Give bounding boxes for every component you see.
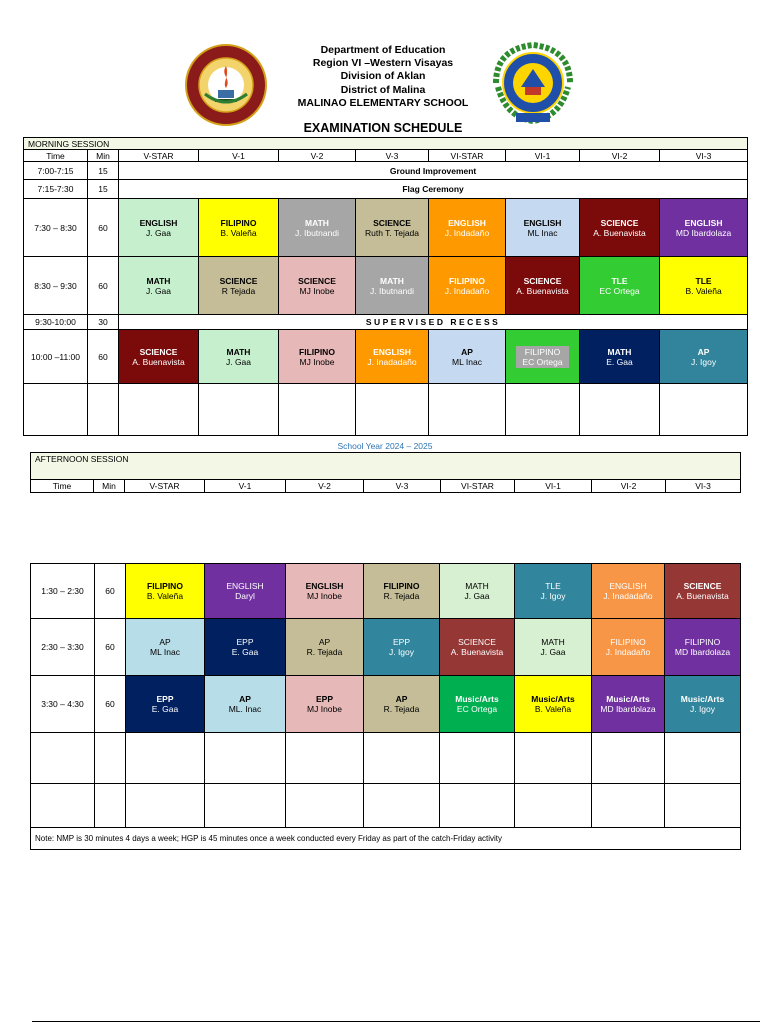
teacher-text: R. Tejada: [306, 647, 343, 657]
teacher-text: MJ Inobe: [299, 356, 335, 367]
min-cell: 15: [88, 162, 119, 180]
subject-text: FILIPINO: [147, 581, 183, 591]
col-header-min: Min: [88, 150, 119, 162]
subject-text: SCIENCE: [523, 275, 562, 286]
col-header-vi-3: VI-3: [666, 480, 741, 493]
schedule-cell: [205, 619, 286, 676]
subject-text: FILIPINO: [220, 217, 257, 228]
col-header-v-3: V-3: [364, 480, 441, 493]
teacher-text: EC Ortega: [456, 704, 498, 714]
schedule-cell: [506, 257, 580, 315]
schedule-cell: [286, 619, 364, 676]
subject-text: MATH: [146, 275, 171, 286]
subject-text: MATH: [226, 346, 251, 357]
schedule-cell: [286, 564, 364, 619]
min-cell: 60: [88, 199, 119, 257]
min-cell: 60: [95, 676, 126, 733]
time-cell: 7:30 – 8:30: [24, 199, 88, 257]
col-header-time: Time: [24, 150, 88, 162]
schedule-cell: [440, 564, 515, 619]
supervised-recess-cell: SUPERVISED RECESS: [119, 315, 748, 330]
schedule-cell: [592, 564, 665, 619]
teacher-text: A. Buenavista: [132, 356, 185, 367]
teacher-text: J. Gaa: [145, 227, 172, 238]
subject-text: ENGLISH: [523, 217, 562, 228]
teacher-text: ML. Inac: [228, 704, 262, 714]
schedule-cell: [205, 676, 286, 733]
table-row-empty: [31, 733, 741, 784]
col-header-vi-2: VI-2: [580, 150, 660, 162]
subject-text: ENGLISH: [373, 346, 411, 357]
subject-text: EPP: [315, 694, 333, 704]
schedule-cell: [126, 676, 205, 733]
teacher-text: MD Ibardolaza: [674, 647, 731, 657]
teacher-text: A. Buenavista: [516, 285, 569, 296]
col-header-v-star: V-STAR: [119, 150, 199, 162]
subject-text: Music/Arts: [606, 694, 650, 704]
afternoon-schedule-table: [30, 563, 741, 850]
teacher-text: J. Gaa: [464, 591, 490, 601]
min-cell: 60: [88, 330, 119, 384]
subject-text: MATH: [465, 581, 489, 591]
teacher-text: A. Buenavista: [593, 227, 646, 238]
teacher-text: EC Ortega: [599, 285, 640, 296]
teacher-text: R. Tejada: [383, 704, 420, 714]
subject-text: ENGLISH: [448, 217, 486, 228]
schedule-cell: [665, 676, 741, 733]
teacher-text: J. Gaa: [225, 356, 252, 367]
header-line-division: Division of Aklan: [340, 70, 426, 83]
subject-text: AP: [461, 346, 473, 357]
col-header-vi-1: VI-1: [515, 480, 592, 493]
teacher-text: J. Igoy: [691, 356, 717, 367]
teacher-text: MJ Inobe: [307, 591, 342, 601]
teacher-text: ML Inac: [452, 356, 482, 367]
schedule-cell: [506, 330, 580, 384]
teacher-text: E. Gaa: [606, 356, 633, 367]
morning-header-row: [24, 150, 748, 162]
schedule-cell: [592, 676, 665, 733]
teacher-text: J. Igoy: [689, 704, 716, 714]
subject-text: ENGLISH: [226, 581, 264, 591]
subject-text: TLE: [695, 275, 712, 286]
school-seal-logo: [486, 37, 580, 129]
time-cell: 10:00 –11:00: [24, 330, 88, 384]
subject-text: FILIPINO: [299, 346, 335, 357]
time-cell: 8:30 – 9:30: [24, 257, 88, 315]
schedule-cell: [286, 676, 364, 733]
col-header-time: Time: [31, 480, 94, 493]
col-header-v-1: V-1: [205, 480, 286, 493]
time-cell: 3:30 – 4:30: [31, 676, 95, 733]
schedule-cell: [279, 330, 356, 384]
schedule-cell: [506, 199, 580, 257]
teacher-text: B. Valeña: [534, 704, 572, 714]
teacher-text: R. Tejada: [383, 591, 420, 601]
teacher-text: E. Gaa: [231, 647, 259, 657]
school-year-label: School Year 2024 – 2025: [337, 441, 433, 451]
col-header-vi-3: VI-3: [660, 150, 748, 162]
schedule-cell: [279, 257, 356, 315]
subject-text: FILIPINO: [684, 637, 721, 647]
teacher-text: J. Igoy: [540, 591, 566, 601]
table-row-empty: [31, 784, 741, 828]
teacher-text: B. Valeña: [220, 227, 257, 238]
teacher-text: B. Valeña: [146, 591, 184, 601]
teacher-text: R Tejada: [221, 285, 256, 296]
time-cell: 7:15-7:30: [24, 180, 88, 199]
col-header-vi-1: VI-1: [506, 150, 580, 162]
header-line-school: MALINAO ELEMENTARY SCHOOL: [297, 96, 469, 109]
col-header-vi-2: VI-2: [592, 480, 666, 493]
min-cell: 60: [88, 257, 119, 315]
schedule-cell: [665, 564, 741, 619]
subject-text: Music/Arts: [455, 694, 499, 704]
col-header-vi-star: VI-STAR: [429, 150, 506, 162]
note-row: [31, 828, 741, 850]
min-cell: 30: [88, 315, 119, 330]
header-line-department: Department of Education: [320, 44, 446, 56]
table-row: [31, 619, 741, 676]
header-line-region: Region VI –Western Visayas: [312, 57, 454, 70]
teacher-text: J. Igoy: [388, 647, 415, 657]
subject-text: ENGLISH: [305, 581, 344, 591]
teacher-text: J. Inadadaño: [367, 356, 417, 367]
schedule-cell: [660, 257, 748, 315]
subject-text: SCIENCE: [139, 346, 178, 357]
table-row: [24, 180, 748, 199]
subject-text: AP: [395, 694, 408, 704]
highlight-box: [516, 346, 568, 368]
teacher-text: E. Gaa: [151, 704, 179, 714]
teacher-text: B. Valeña: [685, 285, 722, 296]
schedule-cell: [364, 564, 440, 619]
schedule-cell: [199, 199, 279, 257]
subject-text: SCIENCE: [600, 217, 639, 228]
subject-text: TLE: [611, 275, 628, 286]
morning-schedule-table: [23, 137, 748, 436]
teacher-text: A. Buenavista: [450, 647, 504, 657]
schedule-cell: [364, 676, 440, 733]
schedule-cell: [199, 330, 279, 384]
schedule-cell: [119, 257, 199, 315]
subject-text: SCIENCE: [219, 275, 258, 286]
teacher-text: J. Gaa: [145, 285, 172, 296]
teacher-text: J. Indadaño: [444, 285, 490, 296]
schedule-cell: [580, 199, 660, 257]
schedule-cell: [356, 330, 429, 384]
teacher-text: MJ Inobe: [299, 285, 335, 296]
teacher-text: J. Ibutnandi: [295, 227, 339, 238]
subject-text: AP: [239, 694, 251, 704]
schedule-cell: [126, 619, 205, 676]
teacher-text: Daryl: [235, 591, 255, 601]
ground-improvement-cell: Ground Improvement: [119, 162, 748, 180]
teacher-text: J. Gaa: [540, 647, 566, 657]
subject-text: MATH: [541, 637, 565, 647]
min-cell: 60: [95, 564, 126, 619]
subject-text: EPP: [392, 637, 410, 647]
table-row: [31, 676, 741, 733]
teacher-text: J. Indadaño: [605, 647, 651, 657]
schedule-cell: [660, 199, 748, 257]
subject-text: AP: [318, 637, 331, 647]
schedule-cell: [515, 564, 592, 619]
table-row: [24, 257, 748, 315]
subject-text: TLE: [545, 581, 561, 591]
subject-text: SCIENCE: [683, 581, 722, 591]
subject-text: FILIPINO: [524, 346, 561, 357]
schedule-cell: [660, 330, 748, 384]
schedule-cell: [580, 330, 660, 384]
time-cell: 1:30 – 2:30: [31, 564, 95, 619]
teacher-text: ML Inac: [150, 647, 180, 657]
teacher-text: ML Inac: [527, 227, 558, 238]
table-row: [24, 162, 748, 180]
teacher-text: MJ Inobe: [307, 704, 342, 714]
subject-text: FILIPINO: [610, 637, 646, 647]
schedule-cell: [580, 257, 660, 315]
subject-text: SCIENCE: [373, 217, 411, 228]
schedule-cell: [665, 619, 741, 676]
col-header-v-2: V-2: [279, 150, 356, 162]
header-line-district: District of Malina: [340, 83, 426, 96]
afternoon-header-row: [31, 480, 741, 493]
page-bottom-divider: [32, 1021, 760, 1022]
teacher-text: MD Ibardolaza: [600, 704, 656, 714]
schedule-cell: [119, 199, 199, 257]
min-cell: 60: [95, 619, 126, 676]
schedule-cell: [429, 257, 506, 315]
schedule-cell: [440, 619, 515, 676]
table-row: [24, 315, 748, 330]
time-cell: 9:30-10:00: [24, 315, 88, 330]
page-title: EXAMINATION SCHEDULE: [303, 121, 463, 135]
time-cell: 2:30 – 3:30: [31, 619, 95, 676]
col-header-v-star: V-STAR: [125, 480, 205, 493]
schedule-note: Note: NMP is 30 minutes 4 days a week; HGP is 45 minutes once a week conducted every Friday as part of the catch-Friday activity: [31, 828, 741, 850]
schedule-cell: [205, 564, 286, 619]
subject-text: Music/Arts: [680, 694, 725, 704]
schedule-cell: [199, 257, 279, 315]
morning-session-label: MORNING SESSION: [24, 138, 748, 150]
col-header-v-1: V-1: [199, 150, 279, 162]
col-header-vi-star: VI-STAR: [441, 480, 515, 493]
deped-seal-logo: [185, 44, 267, 126]
teacher-text: A. Buenavista: [676, 591, 729, 601]
schedule-cell: [364, 619, 440, 676]
table-row-empty: [24, 384, 748, 436]
schedule-cell: [515, 619, 592, 676]
teacher-text: EC Ortega: [522, 356, 563, 367]
table-row: [24, 330, 748, 384]
col-header-min: Min: [94, 480, 125, 493]
schedule-cell: [429, 330, 506, 384]
afternoon-header-table: [30, 452, 741, 493]
subject-text: AP: [159, 637, 171, 647]
schedule-cell: [429, 199, 506, 257]
subject-text: MATH: [607, 346, 632, 357]
subject-text: MATH: [305, 217, 329, 228]
subject-text: FILIPINO: [449, 275, 485, 286]
teacher-text: J. Ibutnandi: [370, 285, 414, 296]
afternoon-session-label: AFTERNOON SESSION: [31, 453, 741, 480]
schedule-cell: [515, 676, 592, 733]
school-header: [268, 44, 498, 110]
subject-text: MATH: [380, 275, 404, 286]
schedule-cell: [356, 257, 429, 315]
schedule-cell: [356, 199, 429, 257]
teacher-text: Ruth T. Tejada: [364, 227, 420, 238]
teacher-text: J. Indadaño: [444, 227, 490, 238]
subject-text: Music/Arts: [531, 694, 575, 704]
subject-text: EPP: [156, 694, 174, 704]
subject-text: SCIENCE: [298, 275, 336, 286]
schedule-cell: [119, 330, 199, 384]
table-row: [31, 564, 741, 619]
schedule-cell: [592, 619, 665, 676]
time-cell: 7:00-7:15: [24, 162, 88, 180]
schedule-cell: [126, 564, 205, 619]
subject-text: ENGLISH: [139, 217, 178, 228]
subject-text: ENGLISH: [609, 581, 647, 591]
col-header-v-2: V-2: [286, 480, 364, 493]
table-row: [24, 199, 748, 257]
min-cell: 15: [88, 180, 119, 199]
subject-text: ENGLISH: [684, 217, 723, 228]
subject-text: SCIENCE: [458, 637, 496, 647]
teacher-text: J. Inadadaño: [603, 591, 653, 601]
schedule-cell: [279, 199, 356, 257]
subject-text: EPP: [236, 637, 254, 647]
subject-text: AP: [697, 346, 710, 357]
col-header-v-3: V-3: [356, 150, 429, 162]
teacher-text: MD Ibardolaza: [675, 227, 732, 238]
flag-ceremony-cell: Flag Ceremony: [119, 180, 748, 199]
schedule-cell: [440, 676, 515, 733]
subject-text: FILIPINO: [383, 581, 420, 591]
